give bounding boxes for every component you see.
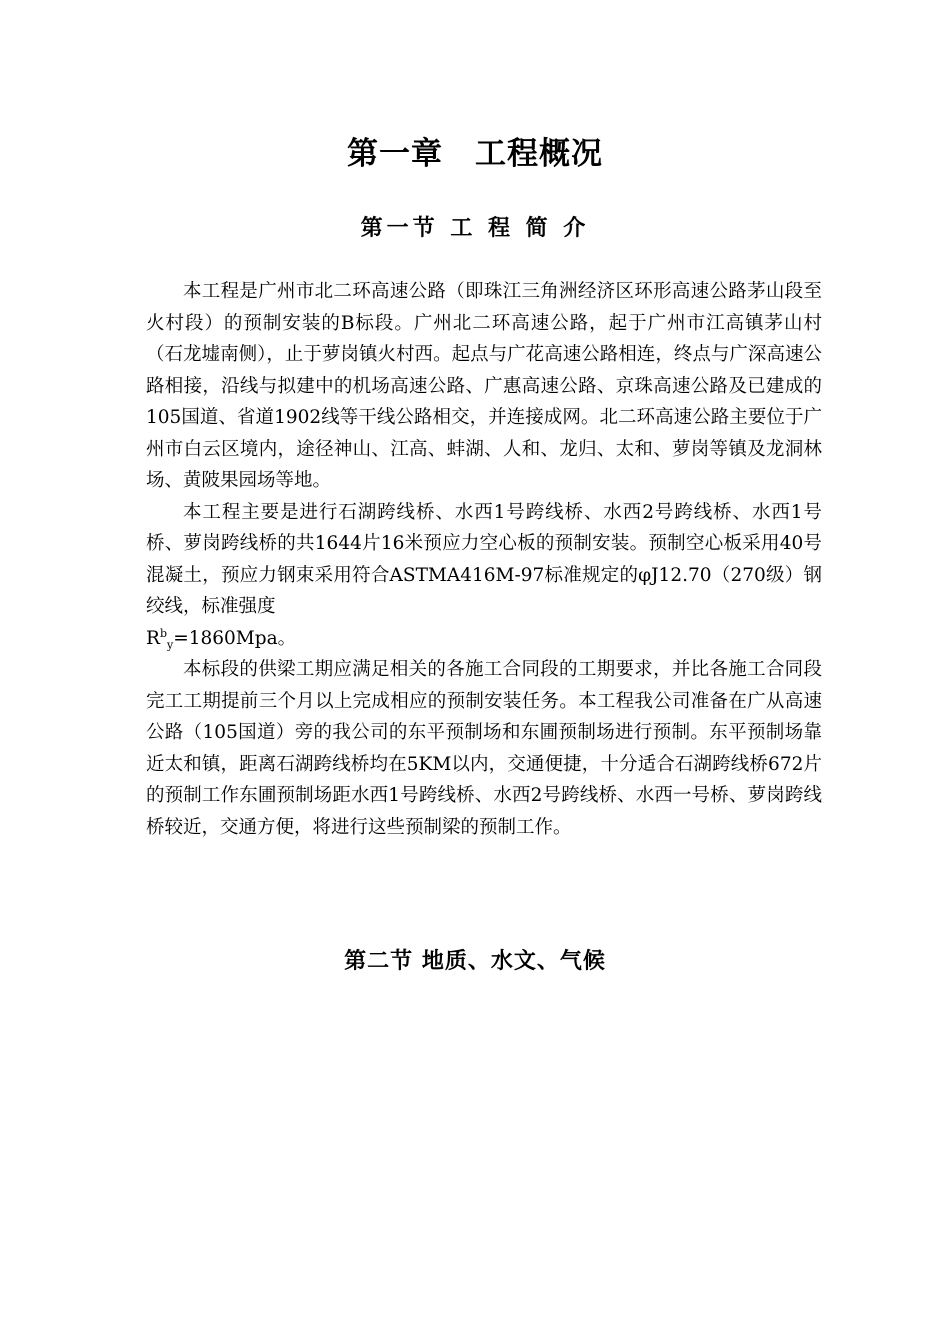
strength-number: =1860Mpa。 xyxy=(173,627,297,649)
paragraph-schedule: 本标段的供梁工期应满足相关的各施工合同段的工期要求，并比各施工合同段完工工期提前三个月以上完成相应的预制安装任务。本工程我公司准备在广从高速公路（105国道）旁的我公司的东平预制场和东圃预制场进行预制。东平预制场靠近太和镇，距离石湖跨线桥均在5KM以内，交通便捷，十分适合石湖跨线桥672片的预制工作东圃预制场距水西1号跨线桥、水西2号跨线桥、水西一号桥、萝岗跨线桥较近，交通方便，将进行这些预制梁的预制工作。 xyxy=(146,659,822,838)
strength-symbol: R xyxy=(146,627,160,649)
strength-superscript: b xyxy=(159,626,167,640)
paragraph-scope xyxy=(146,497,822,655)
document-body xyxy=(146,276,822,843)
section-title-geology: 第二节 地质、水文、气候 xyxy=(344,949,606,974)
scope-text: 本工程主要是进行石湖跨线桥、水西1号跨线桥、水西2号跨线桥、水西1号桥、萝岗跨线桥的共1644片16米预应力空心板的预制安装。预制空心板采用40号混凝土，预应力钢束采用符合ASTMA416M-97标准规定的φJ12.70（270级）钢绞线，标准强度 xyxy=(146,501,822,617)
strength-value xyxy=(146,626,297,652)
paragraph-project-overview: 本工程是广州市北二环高速公路（即珠江三角洲经济区环形高速公路茅山段至火村段）的预制安装的B标段。广州北二环高速公路，起于广州市江高镇茅山村（石龙墟南侧），止于萝岗镇火村西。起点与广花高速公路相连，终点与广深高速公路相接，沿线与拟建中的机场高速公路、广惠高速公路、京珠高速公路及已建成的105国道、省道1902线等干线公路相交，并连接成网。北二环高速公路主要位于广州市白云区境内，途径神山、江高、蚌湖、人和、龙归、太和、萝岗等镇及龙洞林场、黄陂果园场等地。 xyxy=(146,281,822,491)
strength-subscript: y xyxy=(166,638,174,652)
chapter-title: 第一章 工程概况 xyxy=(347,136,603,172)
section-title-intro: 第一节 工 程 简 介 xyxy=(360,216,590,241)
